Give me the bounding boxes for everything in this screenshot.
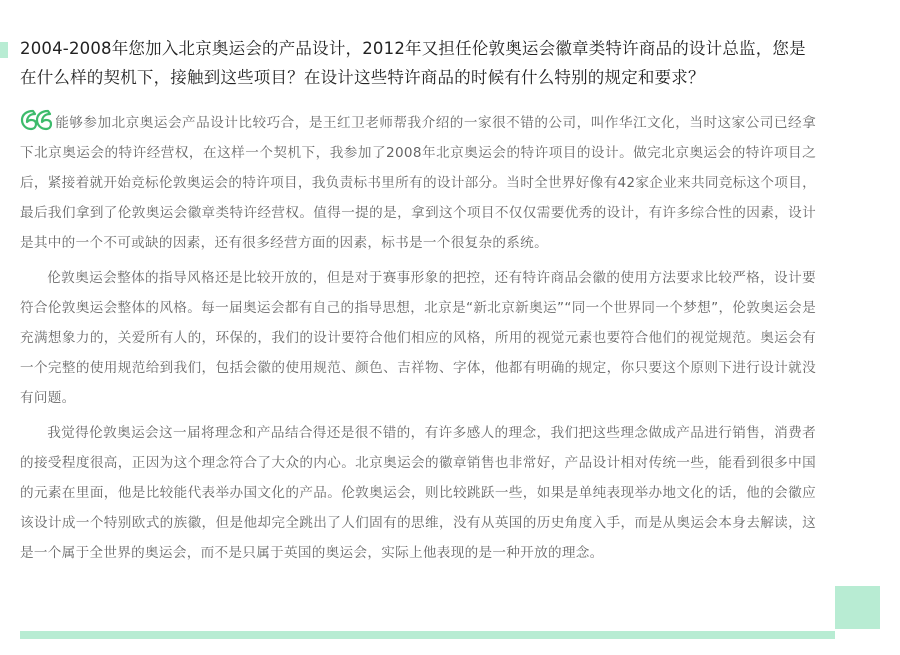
quote-mark-icon [20, 108, 52, 132]
interview-question: 2004-2008年您加入北京奥运会的产品设计，2012年又担任伦敦奥运会徽章类特许商品的设计总监，您是在什么样的契机下，接触到这些项目？在设计这些特许商品的时候有什么特别的规定和要求？ [20, 39, 806, 87]
answer-paragraph-1 [20, 108, 816, 258]
left-accent-bar [0, 42, 8, 58]
bottom-accent-bar [20, 631, 835, 639]
corner-accent-block [835, 586, 880, 629]
answer-paragraph-2: 伦敦奥运会整体的指导风格还是比较开放的，但是对于赛事形象的把控，还有特许商品会徽的使用方法要求比较严格，设计要符合伦敦奥运会整体的风格。每一届奥运会都有自己的指导思想，北京是“新北京新奥运”“同一个世界同一个梦想”，伦敦奥运会是充满想象力的，关爱所有人的，环保的，我们的设计要符合他们相应的风格，所用的视觉元素也要符合他们的视觉规范。奥运会有一个完整的使用规范给到我们，包括会徽的使用规范、颜色、吉祥物、字体，他都有明确的规定，你只要这个原则下进行设计就没有问题。 [20, 270, 816, 406]
answer-paragraph-1-text: 能够参加北京奥运会产品设计比较巧合，是王红卫老师帮我介绍的一家很不错的公司，叫作华江文化，当时这家公司已经拿下北京奥运会的特许经营权，在这样一个契机下，我参加了2008年北京奥运会的特许项目的设计。做完北京奥运会的特许项目之后，紧接着就开始竞标伦敦奥运会的特许项目，我负责标书里所有的设计部分。当时全世界好像有42家企业来共同竞标这个项目，最后我们拿到了伦敦奥运会徽章类特许经营权。值得一提的是，拿到这个项目不仅仅需要优秀的设计，有许多综合性的因素，设计是其中的一个不可或缺的因素，还有很多经营方面的因素，标书是一个很复杂的系统。 [20, 115, 816, 251]
interview-answer [20, 108, 816, 573]
answer-paragraph-3: 我觉得伦敦奥运会这一届将理念和产品结合得还是很不错的，有许多感人的理念，我们把这些理念做成产品进行销售，消费者的接受程度很高，正因为这个理念符合了大众的内心。北京奥运会的徽章销售也非常好，产品设计相对传统一些，能看到很多中国的元素在里面，他是比较能代表举办国文化的产品。伦敦奥运会，则比较跳跃一些，如果是单纯表现举办地文化的话，他的会徽应该设计成一个特别欧式的族徽，但是他却完全跳出了人们固有的思维，没有从英国的历史角度入手，而是从奥运会本身去解读，这是一个属于全世界的奥运会，而不是只属于英国的奥运会，实际上他表现的是一种开放的理念。 [20, 425, 816, 561]
